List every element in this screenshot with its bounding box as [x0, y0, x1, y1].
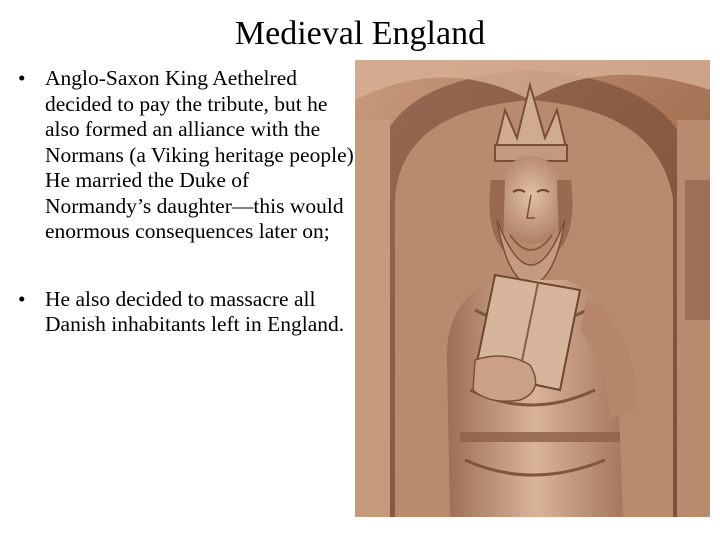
bullet-marker: • [18, 286, 26, 311]
slide-title: Medieval England [234, 15, 486, 52]
crowned-king-statue-icon [355, 60, 710, 517]
bullet-marker: • [18, 66, 26, 90]
bullet-text: Anglo-Saxon King Aethelred decided to pay the tribute, but he also formed an alliance with the Normans (a Viking heritage people) He married the Duke of Normandy’s daughter—this would enormous consequences later on; [45, 66, 354, 243]
bullet-text: He also decided to massacre all Danish inhabitants left in England. [45, 286, 345, 336]
king-statue-image [355, 60, 710, 517]
bullet-item [18, 287, 358, 338]
bullet-item [18, 66, 358, 245]
bullet-list [18, 66, 358, 338]
